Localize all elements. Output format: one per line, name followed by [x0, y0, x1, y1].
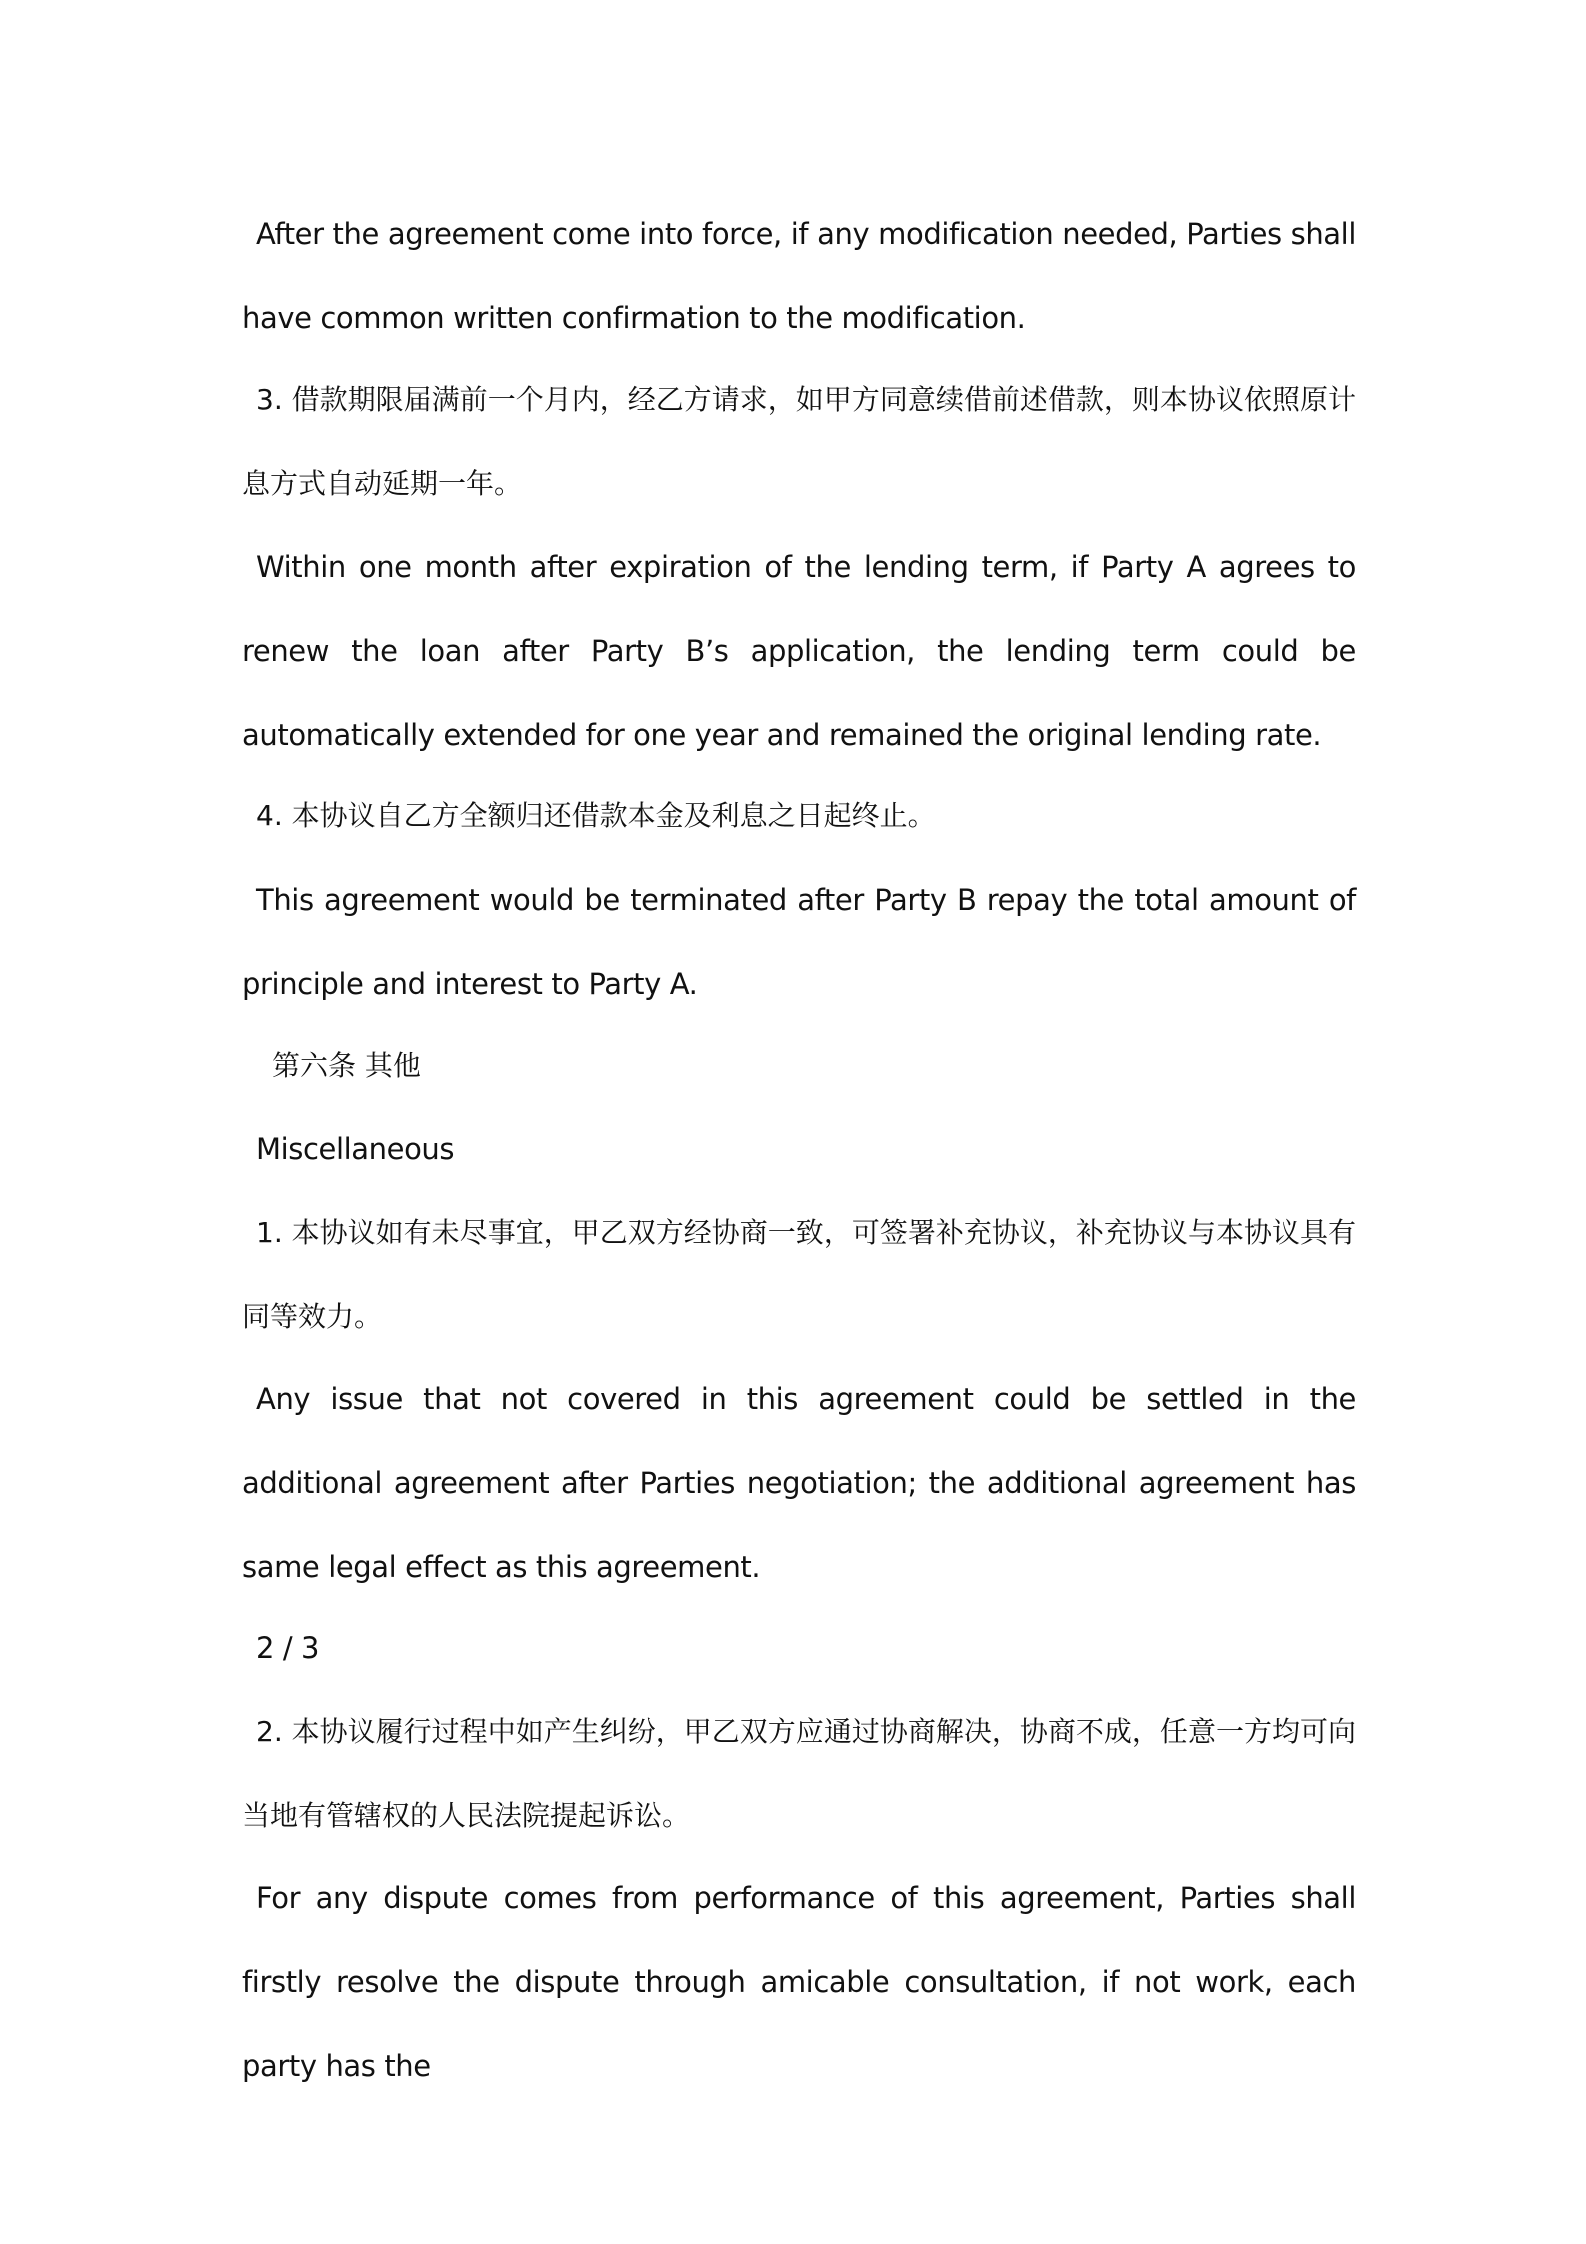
misc-clause-1-chinese: 1. 本协议如有未尽事宜，甲乙双方经协商一致，可签署补充协议，补充协议与本协议具有同等效力。: [242, 1216, 1356, 1333]
misc-clause-1-english: Any issue that not covered in this agreement could be settled in the additional agreement after Parties negotiation; the additional agreement has same legal effect as this agreement.: [242, 1382, 1356, 1584]
clause-4-english: This agreement would be terminated after Party B repay the total amount of principle and interest to Party A.: [242, 883, 1356, 1001]
clause-3-chinese: 3. 借款期限届满前一个月内，经乙方请求，如甲方同意续借前述借款，则本协议依照原计息方式自动延期一年。: [242, 383, 1356, 500]
article-6-heading-english: Miscellaneous: [256, 1132, 455, 1166]
clause-3-english: Within one month after expiration of the lending term, if Party A agrees to renew the loan after Party B’s application, the lending term could be automatically extended for one year and remained the original lending rate.: [242, 550, 1356, 752]
page-number: 2 / 3: [256, 1631, 320, 1665]
misc-clause-2-english: For any dispute comes from performance of this agreement, Parties shall firstly resolve the dispute through amicable consultation, if not work, each party has the: [242, 1881, 1356, 2083]
clause-4-chinese: 4. 本协议自乙方全额归还借款本金及利息之日起终止。: [256, 799, 936, 832]
paragraph-modification-confirmation: After the agreement come into force, if any modification needed, Parties shall have common written confirmation to the modification.: [242, 217, 1356, 335]
article-6-heading-chinese: 第六条 其他: [272, 1049, 421, 1082]
misc-clause-2-chinese: 2. 本协议履行过程中如产生纠纷，甲乙双方应通过协商解决，协商不成，任意一方均可向当地有管辖权的人民法院提起诉讼。: [242, 1715, 1356, 1832]
